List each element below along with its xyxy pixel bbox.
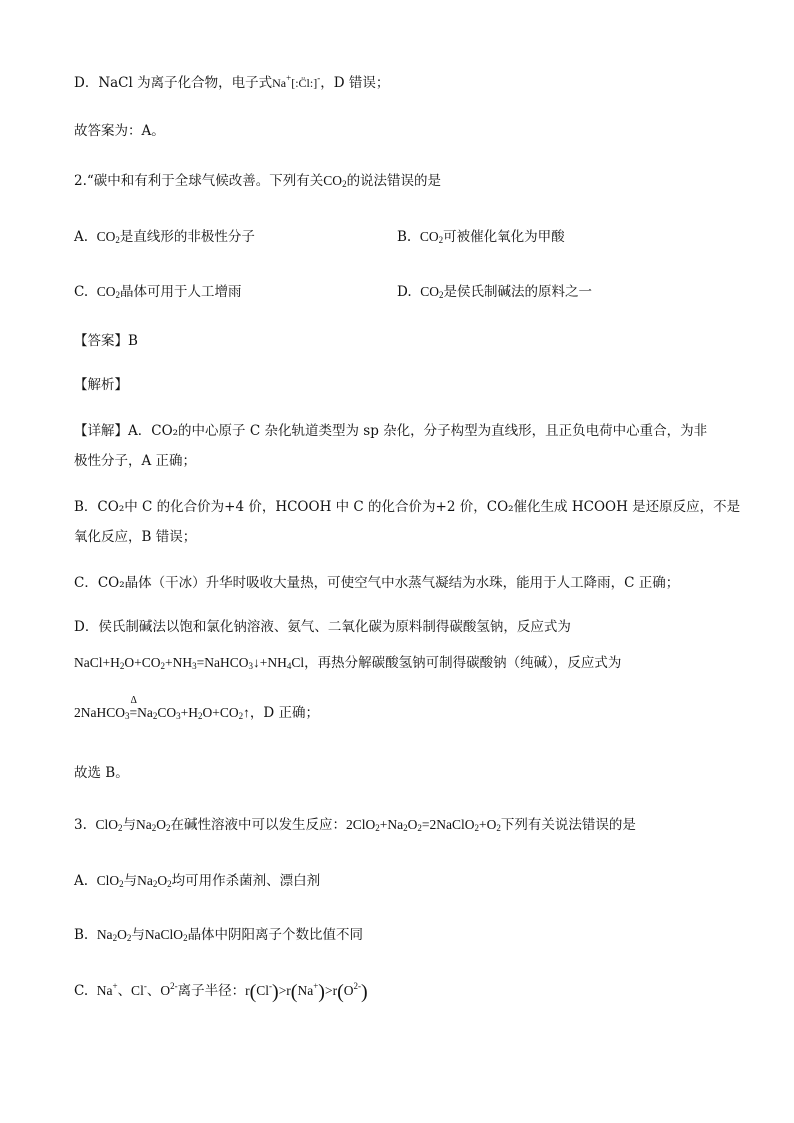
answer-line-1: 故答案为：A。 — [74, 123, 165, 139]
option-d-nacl-line: D．NaCl 为离子化合物，电子式Na+[:C̈l:]-，D 错误； — [74, 73, 390, 91]
q2-option-d: D. $CO_2$是侯氏制碱法的原料之一 — [397, 284, 592, 300]
decomposition-equation: 2NaHCO$_3$ Δ $=Na_2CO_3+H_2O+CO_2↑$ — [74, 695, 250, 721]
d-line-text: D．NaCl 为离子化合物，电子式 — [74, 75, 273, 91]
ionic-radius-comparison: $r(Cl^-)>r(Na^+)>r(O^{2-})$ — [245, 981, 368, 1003]
q2-detail-c: C．CO₂晶体（干冰）升华时吸收大量热，可使空气中水蒸气凝结为水珠，能用于人工降雨，C 正确； — [74, 575, 680, 591]
q2-detail-a-1: 【详解】A．CO₂的中心原子 C 杂化轨道类型为 sp 杂化，分子构型为直线形，且正负电荷中心重合，为非 — [74, 423, 708, 439]
q2-answer: 【答案】B — [74, 333, 138, 349]
q2-detail-a-2: 极性分子，A 正确； — [74, 453, 197, 469]
question-2-stem: 2.“碳中和有利于全球气候改善。下列有关$CO_2$的说法错误的是 — [74, 173, 442, 189]
q2-detail-b-2: 氧化反应，B 错误； — [74, 529, 197, 545]
q2-detail-d-1: D．侯氏制碱法以饱和氯化钠溶液、氨气、二氧化碳为原料制得碳酸氢钠，反应式为 — [74, 619, 571, 635]
q2-option-c: C. $CO_2$晶体可用于人工增雨 — [74, 284, 242, 300]
q3-option-b: B. $Na_2O_2$与NaClO$_2$晶体中阴阳离子个数比值不同 — [74, 927, 364, 943]
q2-detail-d-3: 2NaHCO$_3$ Δ $=Na_2CO_3+H_2O+CO_2↑$，D 正确； — [74, 695, 320, 721]
electron-formula: Na+[:C̈l:]- — [272, 73, 321, 90]
q2-detail-b-1: B．CO₂中 C 的化合价为+4 价，HCOOH 中 C 的化合价为+2 价，CO₂催化生成 HCOOH 是还原反应，不是 — [74, 499, 741, 515]
q2-final: 故选 B。 — [74, 765, 129, 781]
q3-option-a: A. ClO$_2$与$Na_2O_2$均可用作杀菌剂、漂白剂 — [74, 873, 321, 889]
question-3-stem: 3. ClO$_2$与$Na_2O_2$在碱性溶液中可以发生反应：$2ClO_2+Na_2O_2=2NaClO_2+O_2$下列有关说法错误的是 — [74, 817, 636, 833]
nahco3-equation: $NaCl+H_2O+CO_2+NH_3=NaHCO_3↓+NH_4Cl$ — [74, 655, 305, 671]
q2-option-a: A. $CO_2$是直线形的非极性分子 — [74, 229, 255, 245]
q2-option-b: B. $CO_2$可被催化氧化为甲酸 — [397, 229, 565, 245]
q2-detail-d-2: $NaCl+H_2O+CO_2+NH_3=NaHCO_3↓+NH_4Cl$，再热分解碳酸氢钠可制得碳酸钠（纯碱），反应式为 — [74, 655, 622, 671]
q3-option-c: C. Na+、Cl-、$O^{2-}$离子半径：$r(Cl^-)>r(Na^+)>r(O^{2-})$ — [74, 981, 368, 1003]
q2-analysis-heading: 【解析】 — [74, 377, 128, 393]
